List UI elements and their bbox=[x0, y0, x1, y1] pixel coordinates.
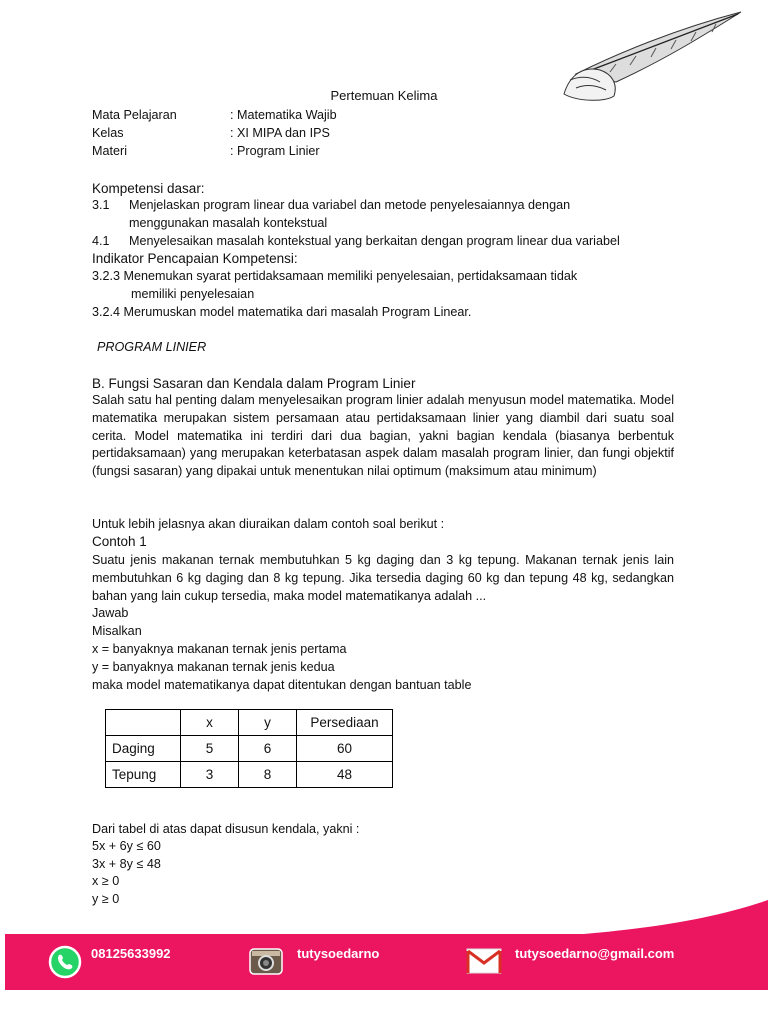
section-b-heading: B. Fungsi Sasaran dan Kendala dalam Program Linier bbox=[92, 376, 416, 391]
item-text: Menemukan syarat pertidaksamaan memiliki penyelesaian, pertidaksamaan tidak bbox=[123, 269, 578, 283]
table-header-cell: Persediaan bbox=[297, 710, 393, 736]
indikator-item bbox=[92, 304, 471, 321]
constraint: y ≥ 0 bbox=[92, 892, 120, 906]
item-number: 4.1 bbox=[92, 234, 110, 248]
kompetensi-heading: Kompetensi dasar: bbox=[92, 181, 205, 196]
table-cell: Daging bbox=[106, 736, 181, 762]
gmail-icon bbox=[466, 947, 502, 975]
info-label-material: Materi bbox=[92, 144, 127, 158]
item-text: Merumuskan model matematika dari masalah Program Linear. bbox=[123, 305, 472, 319]
item-text-continued: menggunakan masalah kontekstual bbox=[129, 216, 328, 230]
info-value-material: : Program Linier bbox=[230, 144, 320, 158]
variable-x-definition: x = banyaknya makanan ternak jenis pertama bbox=[92, 642, 347, 656]
contact-footer bbox=[5, 934, 768, 990]
table-header-cell: y bbox=[239, 710, 297, 736]
table-cell: 6 bbox=[239, 736, 297, 762]
constraint: x ≥ 0 bbox=[92, 874, 120, 888]
table-row bbox=[106, 736, 393, 762]
item-text: Menyelesaikan masalah kontekstual yang berkaitan dengan program linear dua variabel bbox=[129, 234, 620, 248]
contoh-heading: Contoh 1 bbox=[92, 534, 147, 549]
item-number: 3.2.3 bbox=[92, 269, 121, 283]
kompetensi-item bbox=[92, 233, 620, 250]
table-cell: 5 bbox=[181, 736, 239, 762]
item-text: Menjelaskan program linear dua variabel dan metode penyelesaiannya dengan bbox=[129, 198, 571, 212]
section-title: PROGRAM LINIER bbox=[97, 340, 207, 354]
instagram-icon bbox=[249, 945, 283, 977]
data-table bbox=[105, 709, 393, 788]
contoh-problem: Suatu jenis makanan ternak membutuhkan 5 kg daging dan 3 kg tepung. Makanan ternak jenis lain membutuhkan 6 kg daging dan 8 kg tepung. Jika tersedia daging 60 kg dan tepung 48 kg, sedangkan bahan yang lain cukup tersedia, maka model matematikanya adalah ... bbox=[92, 553, 674, 603]
answer-label: Jawab bbox=[92, 606, 129, 620]
kendala-intro: Dari tabel di atas dapat disusun kendala, yakni : bbox=[92, 822, 360, 836]
table-row bbox=[106, 762, 393, 788]
phone-number: 08125633992 bbox=[91, 946, 171, 961]
let-label: Misalkan bbox=[92, 624, 142, 638]
table-header-cell: x bbox=[181, 710, 239, 736]
table-cell: 48 bbox=[297, 762, 393, 788]
constraint: 5x + 6y ≤ 60 bbox=[92, 839, 161, 853]
item-number: 3.1 bbox=[92, 198, 110, 212]
contoh-intro: Untuk lebih jelasnya akan diuraikan dalam contoh soal berikut : bbox=[92, 517, 445, 531]
constraint: 3x + 8y ≤ 48 bbox=[92, 857, 161, 871]
item-number: 3.2.4 bbox=[92, 305, 121, 319]
instagram-handle: tutysoedarno bbox=[297, 946, 380, 961]
table-cell: 60 bbox=[297, 736, 393, 762]
info-label-class: Kelas bbox=[92, 126, 124, 140]
table-cell: Tepung bbox=[106, 762, 181, 788]
email-address: tutysoedarno@gmail.com bbox=[515, 946, 675, 961]
variable-y-definition: y = banyaknya makanan ternak jenis kedua bbox=[92, 660, 335, 674]
item-text-continued: memiliki penyelesaian bbox=[131, 287, 255, 301]
info-value-class: : XI MIPA dan IPS bbox=[230, 126, 330, 140]
table-header-cell bbox=[106, 710, 181, 736]
info-label-subject: Mata Pelajaran bbox=[92, 108, 177, 122]
table-cell: 8 bbox=[239, 762, 297, 788]
indikator-item bbox=[92, 268, 577, 285]
table-cell: 3 bbox=[181, 762, 239, 788]
page-title: Pertemuan Kelima bbox=[330, 88, 438, 103]
info-value-subject: : Matematika Wajib bbox=[230, 108, 337, 122]
whatsapp-icon bbox=[47, 944, 83, 980]
table-intro: maka model matematikanya dapat ditentukan dengan bantuan table bbox=[92, 678, 472, 692]
table-header-row bbox=[106, 710, 393, 736]
kompetensi-item bbox=[92, 197, 570, 214]
section-b-paragraph: Salah satu hal penting dalam menyelesaikan program linier adalah menyusun model matematika. Model matematika merupakan sistem persamaan atau pertidaksamaan linier yang diambil dari suatu soal cerita. Model matematika ini terdiri dari dua bagian, yakni bagian kendala (biasanya berbentuk pertidaksamaan) yang merupakan keterbatasan aspek dalam masalah program linier, dan fungi objektif (fungsi sasaran) yang dipakai untuk menentukan nilai optimum (maksimum atau minimum) bbox=[92, 393, 674, 479]
indikator-heading: Indikator Pencapaian Kompetensi: bbox=[92, 251, 298, 266]
